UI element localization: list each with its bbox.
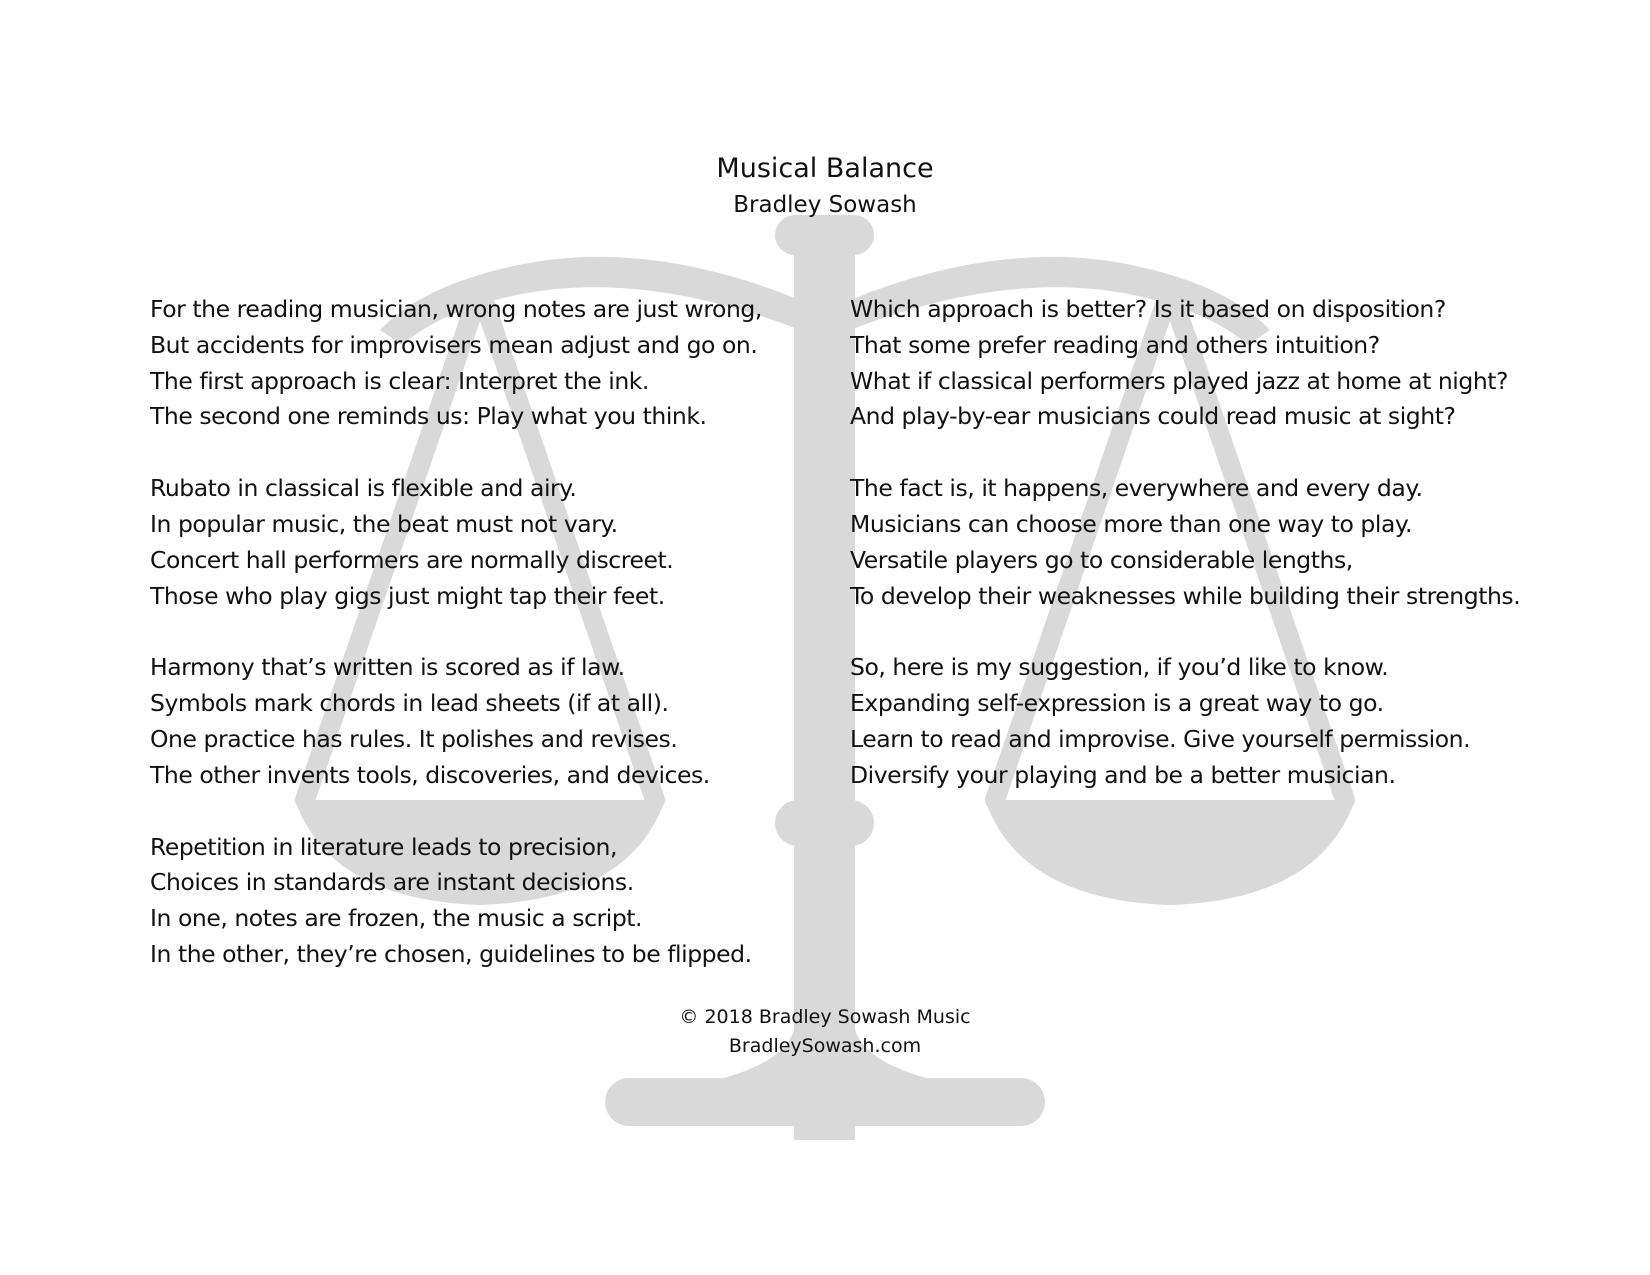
poem-line: Symbols mark chords in lead sheets (if at all). xyxy=(150,689,669,718)
poem-line: The fact is, it happens, everywhere and every day. xyxy=(850,474,1423,503)
poem-line: But accidents for improvisers mean adjust and go on. xyxy=(150,330,758,359)
poem-line: The second one reminds us: Play what you think. xyxy=(150,402,707,431)
copyright-text: © 2018 Bradley Sowash Music xyxy=(679,1006,971,1028)
poem-line: And play-by-ear musicians could read music at sight? xyxy=(850,402,1456,431)
poem-line: Learn to read and improvise. Give yourself permission. xyxy=(850,724,1471,753)
poem-line: In popular music, the beat must not vary. xyxy=(150,509,618,538)
page-footer xyxy=(0,1003,1650,1061)
poem-line: The first approach is clear: Interpret the ink. xyxy=(150,366,649,395)
poem-line: Expanding self-expression is a great way to go. xyxy=(850,689,1384,718)
stanza xyxy=(150,650,850,793)
poem-line: Repetition in literature leads to precision, xyxy=(150,832,617,861)
website-text: BradleySowash.com xyxy=(728,1035,922,1057)
poem-line: Those who play gigs just might tap their feet. xyxy=(150,581,665,610)
poem-line: So, here is my suggestion, if you’d like to know. xyxy=(850,653,1389,682)
stanza xyxy=(150,292,850,435)
poem-line: The other invents tools, discoveries, and devices. xyxy=(150,760,710,789)
stanza xyxy=(150,830,850,973)
poem-line: That some prefer reading and others intuition? xyxy=(850,330,1380,359)
poem-line: Harmony that’s written is scored as if law. xyxy=(150,653,625,682)
poem-line: Concert hall performers are normally discreet. xyxy=(150,545,674,574)
stanza xyxy=(150,471,850,614)
poem-line: Rubato in classical is flexible and airy. xyxy=(150,474,577,503)
stanza xyxy=(850,471,1550,614)
stanza xyxy=(850,650,1550,793)
poem-line: Musicians can choose more than one way to play. xyxy=(850,509,1413,538)
poem-line: Diversify your playing and be a better musician. xyxy=(850,760,1396,789)
stanza xyxy=(850,292,1550,435)
poem-line: What if classical performers played jazz at home at night? xyxy=(850,366,1509,395)
poem-title: Musical Balance xyxy=(716,153,934,184)
poem-header xyxy=(0,152,1650,222)
poem-line: Which approach is better? Is it based on disposition? xyxy=(850,295,1446,323)
poem-line: One practice has rules. It polishes and revises. xyxy=(150,724,678,753)
poem-left-column xyxy=(150,292,850,1009)
poem-line: To develop their weaknesses while building their strengths. xyxy=(850,581,1521,610)
poem-line: In the other, they’re chosen, guidelines to be flipped. xyxy=(150,939,752,968)
poem-right-column xyxy=(850,292,1550,830)
poem-line: For the reading musician, wrong notes are just wrong, xyxy=(150,295,762,323)
poem-line: Versatile players go to considerable lengths, xyxy=(850,545,1353,574)
poem-author: Bradley Sowash xyxy=(733,192,917,218)
poem-line: In one, notes are frozen, the music a script. xyxy=(150,904,643,933)
poem-line: Choices in standards are instant decisions. xyxy=(150,868,634,897)
